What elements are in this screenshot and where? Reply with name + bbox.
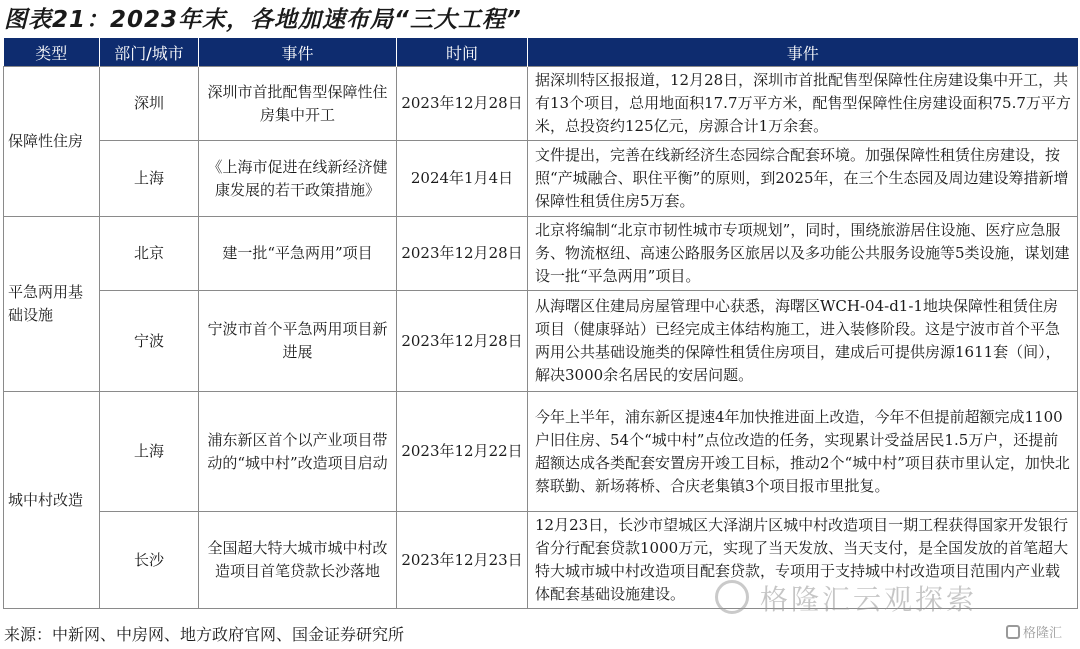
city-cell: 宁波 — [100, 291, 199, 392]
date-cell: 2023年12月28日 — [397, 217, 528, 291]
event-cell: 深圳市首批配售型保障性住房集中开工 — [199, 67, 397, 141]
event-cell: 建一批“平急两用”项目 — [199, 217, 397, 291]
watermark-icon — [715, 580, 749, 614]
header-city: 部门/城市 — [100, 38, 199, 67]
category-cell: 保障性住房 — [4, 67, 100, 217]
event-cell: 浦东新区首个以产业项目带动的“城中村”改造项目启动 — [199, 392, 397, 512]
table-row — [4, 141, 1078, 217]
table-header-row — [4, 38, 1078, 67]
header-type: 类型 — [4, 38, 100, 67]
date-cell: 2024年1月4日 — [397, 141, 528, 217]
category-cell: 平急两用基础设施 — [4, 217, 100, 392]
brand-icon — [1006, 625, 1020, 639]
brand-logo — [1006, 622, 1062, 641]
date-cell: 2023年12月23日 — [397, 512, 528, 609]
detail-cell: 从海曙区住建局房屋管理中心获悉，海曙区WCH-04-d1-1地块保障性租赁住房项目（健康驿站）已经完成主体结构施工，进入装修阶段。这是宁波市首个平急两用公共基础设施类的保障性租赁住房项目，建成后可提供房源1611套（间），解决3000余名居民的安居问题。 — [528, 291, 1078, 392]
detail-cell: 北京将编制“北京市韧性城市专项规划”，同时，围绕旅游居住设施、医疗应急服务、物流枢纽、高速公路服务区旅居以及多功能公共服务设施等5类设施，谋划建设一批“平急两用”项目。 — [528, 217, 1078, 291]
date-cell: 2023年12月28日 — [397, 67, 528, 141]
event-cell: 全国超大特大城市城中村改造项目首笔贷款长沙落地 — [199, 512, 397, 609]
city-cell: 上海 — [100, 141, 199, 217]
event-cell: 《上海市促进在线新经济健康发展的若干政策措施》 — [199, 141, 397, 217]
category-cell: 城中村改造 — [4, 392, 100, 609]
table-row — [4, 291, 1078, 392]
policy-table — [3, 38, 1078, 609]
brand-label: 格隆汇 — [1023, 626, 1063, 641]
city-cell: 北京 — [100, 217, 199, 291]
chart-title: 图表21：2023年末，各地加速布局“三大工程” — [4, 7, 522, 33]
table-row — [4, 217, 1078, 291]
city-cell: 上海 — [100, 392, 199, 512]
date-cell: 2023年12月28日 — [397, 291, 528, 392]
source-footer: 来源：中新网、中房网、地方政府官网、国金证券研究所 — [4, 625, 405, 644]
header-detail: 事件 — [528, 38, 1078, 67]
city-cell: 长沙 — [100, 512, 199, 609]
city-cell: 深圳 — [100, 67, 199, 141]
date-cell: 2023年12月22日 — [397, 392, 528, 512]
detail-cell: 12月23日，长沙市望城区大泽湖片区城中村改造项目一期工程获得国家开发银行省分行配套贷款1000万元，实现了当天发放、当天支付，是全国发放的首笔超大特大城市城中村改造项目配套贷款，专项用于支持城中村改造项目范围内产业载体配套基础设施建设。 — [528, 512, 1078, 609]
header-event: 事件 — [199, 38, 397, 67]
table-row — [4, 392, 1078, 512]
detail-cell: 据深圳特区报报道，12月28日，深圳市首批配售型保障性住房建设集中开工，共有13个项目，总用地面积17.7万平方米，配售型保障性住房建设面积75.7万平方米，总投资约125亿元，房源合计1万余套。 — [528, 67, 1078, 141]
watermark: 格隆汇云观探索 — [760, 583, 978, 616]
table-row — [4, 67, 1078, 141]
detail-cell: 今年上半年，浦东新区提速4年加快推进面上改造，今年不但提前超额完成1100户旧住房、54个“城中村”点位改造的任务，实现累计受益居民1.5万户，还提前超额达成各类配套安置房开竣工目标，推动2个“城中村”项目获市里认定，加快北蔡联勤、新场蒋桥、合庆老集镇3个项目报市里批复。 — [528, 392, 1078, 512]
detail-cell: 文件提出，完善在线新经济生态园综合配套环境。加强保障性租赁住房建设，按照“产城融合、职住平衡”的原则，到2025年，在三个生态园及周边建设筹措新增保障性租赁住房5万套。 — [528, 141, 1078, 217]
header-date: 时间 — [397, 38, 528, 67]
event-cell: 宁波市首个平急两用项目新进展 — [199, 291, 397, 392]
